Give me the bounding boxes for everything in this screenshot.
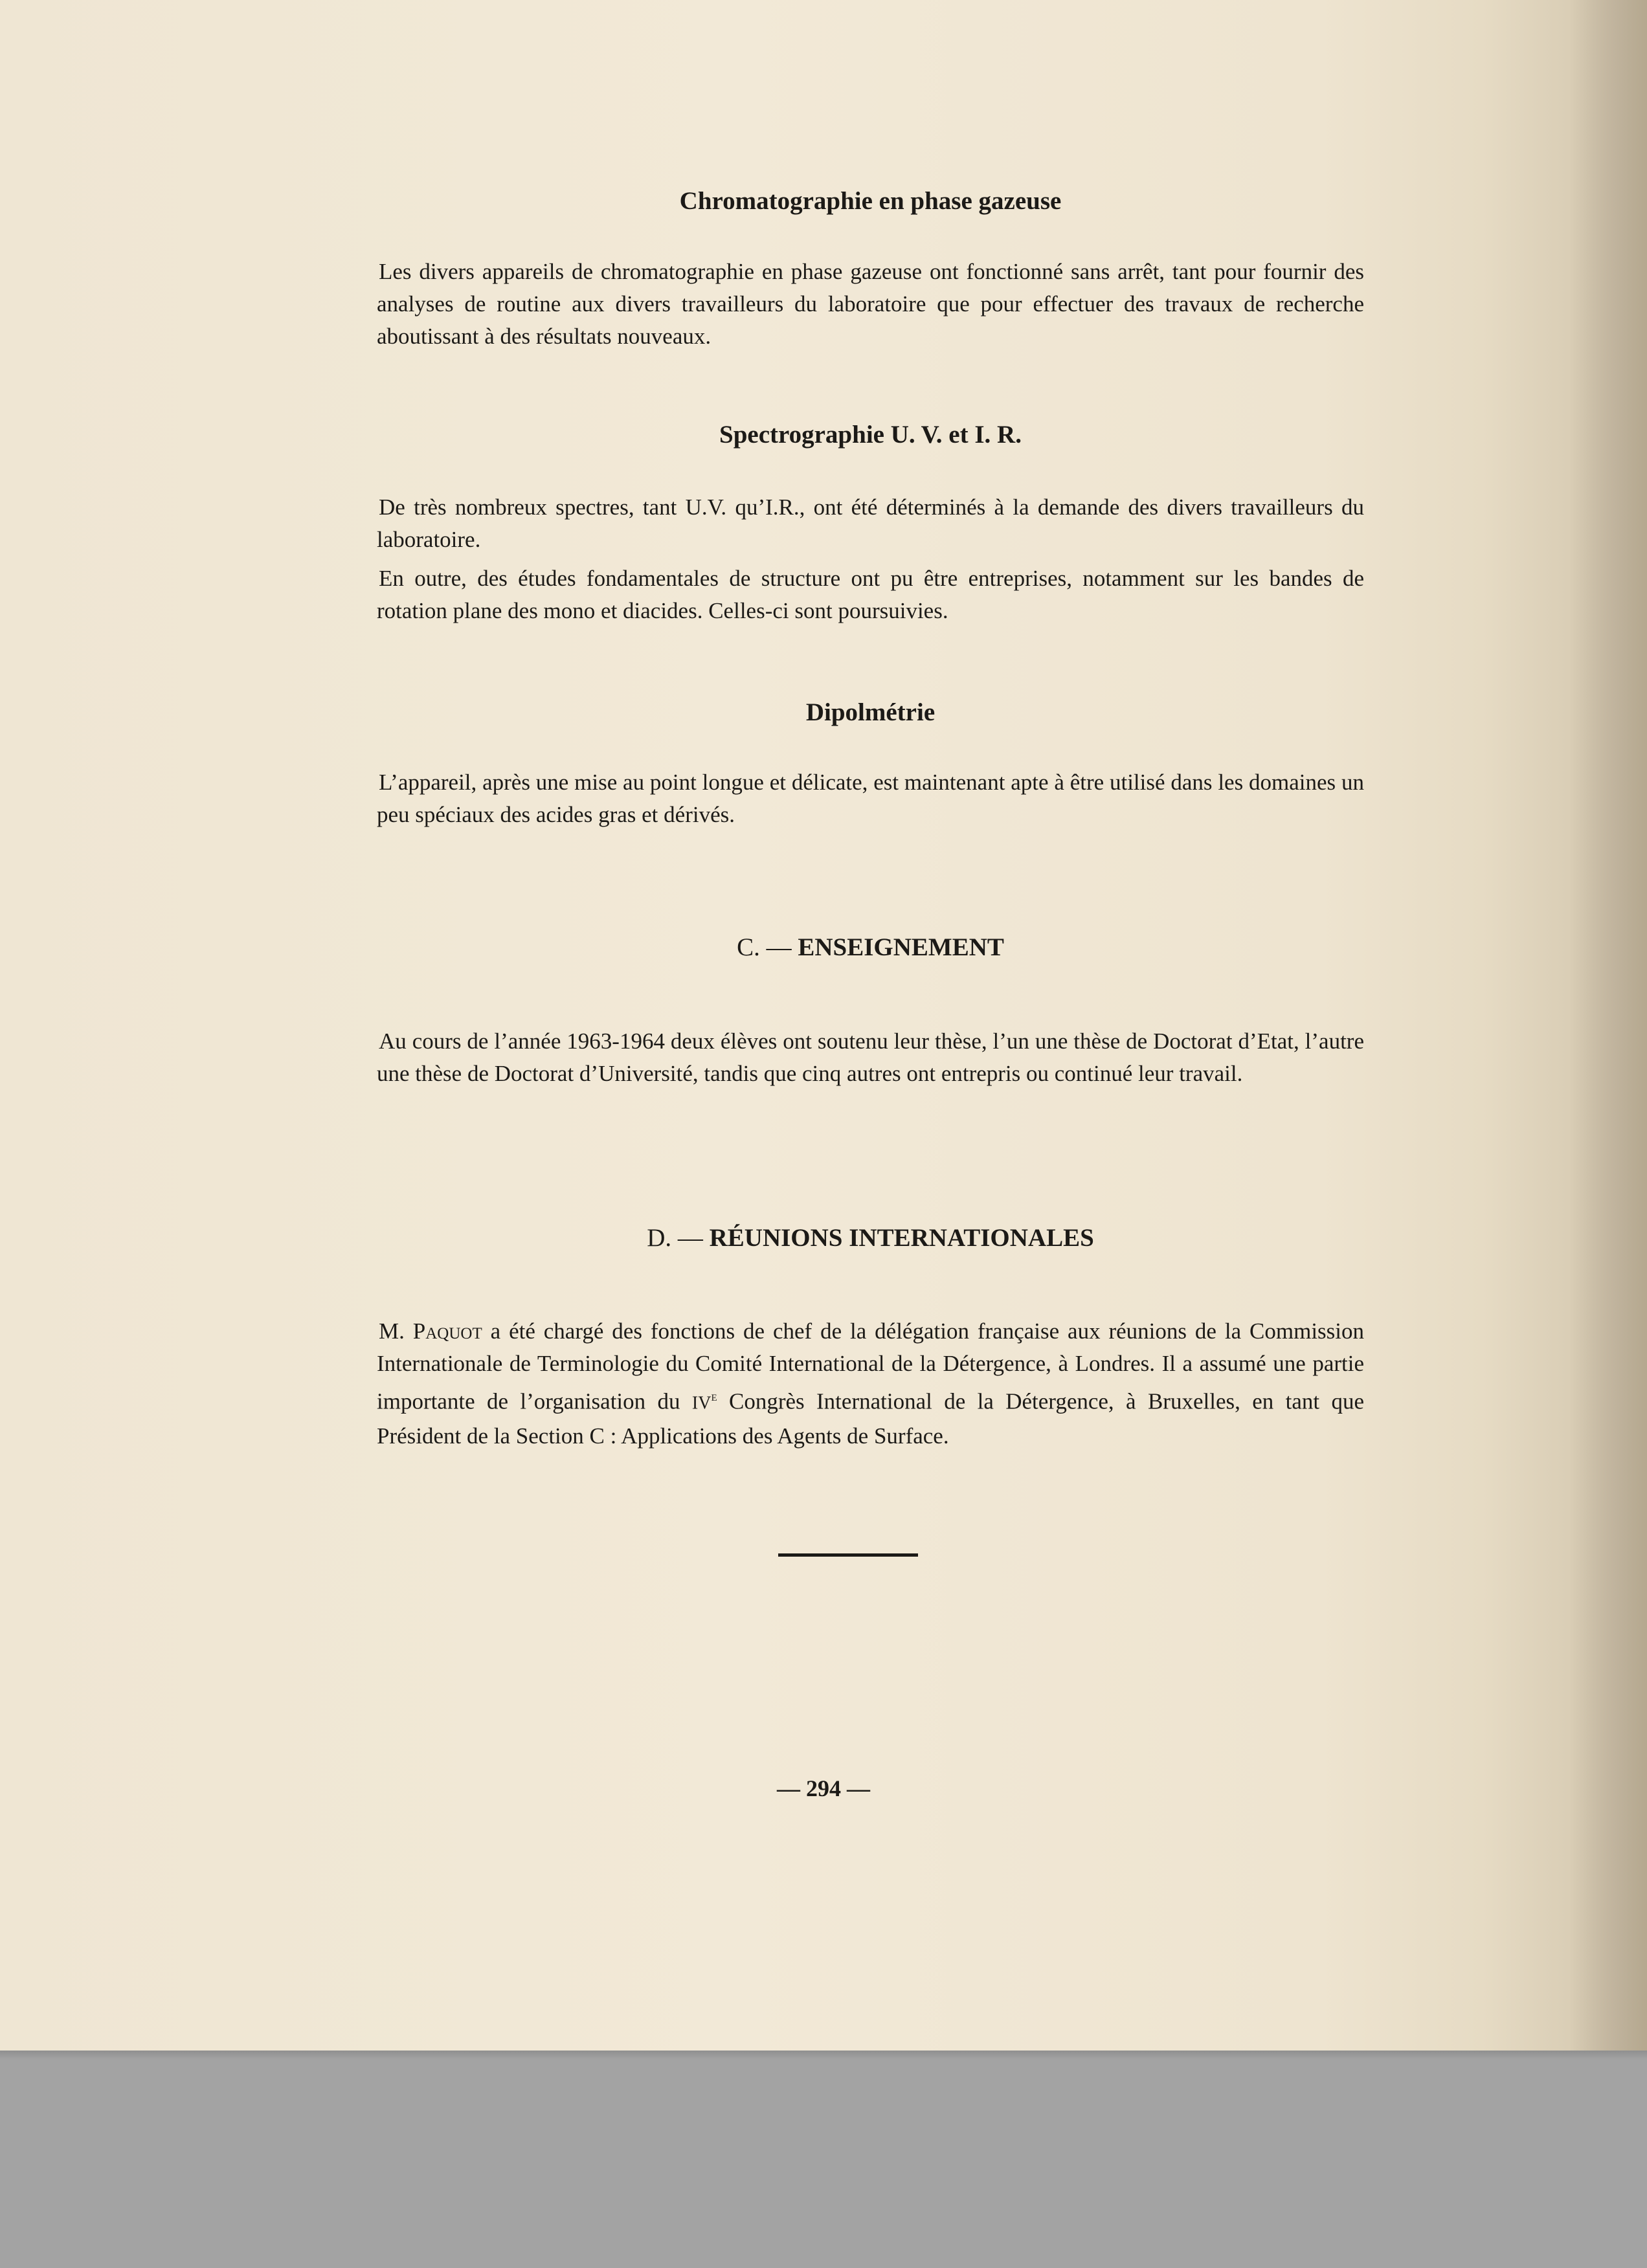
scan-bottom-shadow xyxy=(0,2051,1647,2060)
section-divider-rule xyxy=(778,1553,918,1557)
reunions-ordinal: e xyxy=(711,1388,717,1404)
paragraph-reunions xyxy=(377,1315,1364,1452)
reunions-body xyxy=(377,1315,1364,1452)
page-number: — 294 — xyxy=(777,1775,870,1801)
paragraph-chromatographie: Les divers appareils de chromatographie en phase gazeuse ont fonctionné sans arrêt, tant pour fournir des analyses de routine aux divers travailleurs du laboratoire que pour effectuer des travaux de recherche aboutissant à des résultats nouveaux. xyxy=(377,259,1364,349)
heading-reunions-title: RÉUNIONS INTERNATIONALES xyxy=(709,1224,1094,1252)
reunions-text-a: a été chargé des fonctions de chef de la délégation française aux réunions de la Commission Internationale de Terminologie du Comité International de la Détergence, à Londres. Il a assumé une partie importante de l’organisation du xyxy=(377,1318,1365,1414)
section-enseignement xyxy=(377,933,1364,962)
heading-enseignement xyxy=(377,933,1364,962)
heading-reunions xyxy=(377,1223,1364,1252)
heading-spectrographie: Spectrographie U. V. et I. R. xyxy=(719,421,1022,449)
heading-enseignement-letter: C. — xyxy=(737,933,792,961)
section-chromatographie xyxy=(377,186,1364,217)
reunions-prefix: M. xyxy=(379,1318,405,1344)
paragraph-dipolmetrie: L’appareil, après une mise au point longue et délicate, est maintenant apte à être utilisé dans les domaines un peu spéciaux des acides gras et dérivés. xyxy=(377,770,1364,827)
heading-dipolmetrie: Dipolmétrie xyxy=(805,698,936,726)
person-name: Paquot xyxy=(412,1318,482,1344)
heading-chromatographie: Chromatographie en phase gazeuse xyxy=(679,187,1062,215)
dipolmetrie-body xyxy=(377,766,1364,831)
heading-reunions-letter: D. — xyxy=(647,1224,703,1252)
paragraph-enseignement: Au cours de l’année 1963-1964 deux élèves ont soutenu leur thèse, l’un une thèse de Doctorat d’Etat, l’autre une thèse de Doctorat d’Université, tandis que cinq autres ont entrepris ou continué leur travail. xyxy=(377,1028,1364,1086)
section-reunions xyxy=(377,1223,1364,1252)
paragraph-spectrographie-1: De très nombreux spectres, tant U.V. qu’I.R., ont été déterminés à la demande des divers travailleurs du laboratoire. xyxy=(377,495,1364,552)
reunions-roman-numeral: IV xyxy=(691,1393,711,1414)
chromatographie-body xyxy=(377,256,1364,353)
spectrographie-body-2 xyxy=(377,562,1364,627)
reunions-text-b: Congrès International de la Détergence, à Bruxelles, en tant que Président de la Section C : Applications des Agents de Surface. xyxy=(377,1388,1365,1449)
heading-enseignement-title: ENSEIGNEMENT xyxy=(798,933,1004,961)
enseignement-body xyxy=(377,1025,1364,1090)
section-dipolmetrie xyxy=(377,698,1364,728)
spectrographie-body xyxy=(377,491,1364,556)
section-spectrographie xyxy=(377,420,1364,450)
page-edge-shadow xyxy=(1569,0,1647,2052)
paragraph-spectrographie-2: En outre, des études fondamentales de structure ont pu être entreprises, notamment sur les bandes de rotation plane des mono et diacides. Celles-ci sont poursuivies. xyxy=(377,566,1364,623)
